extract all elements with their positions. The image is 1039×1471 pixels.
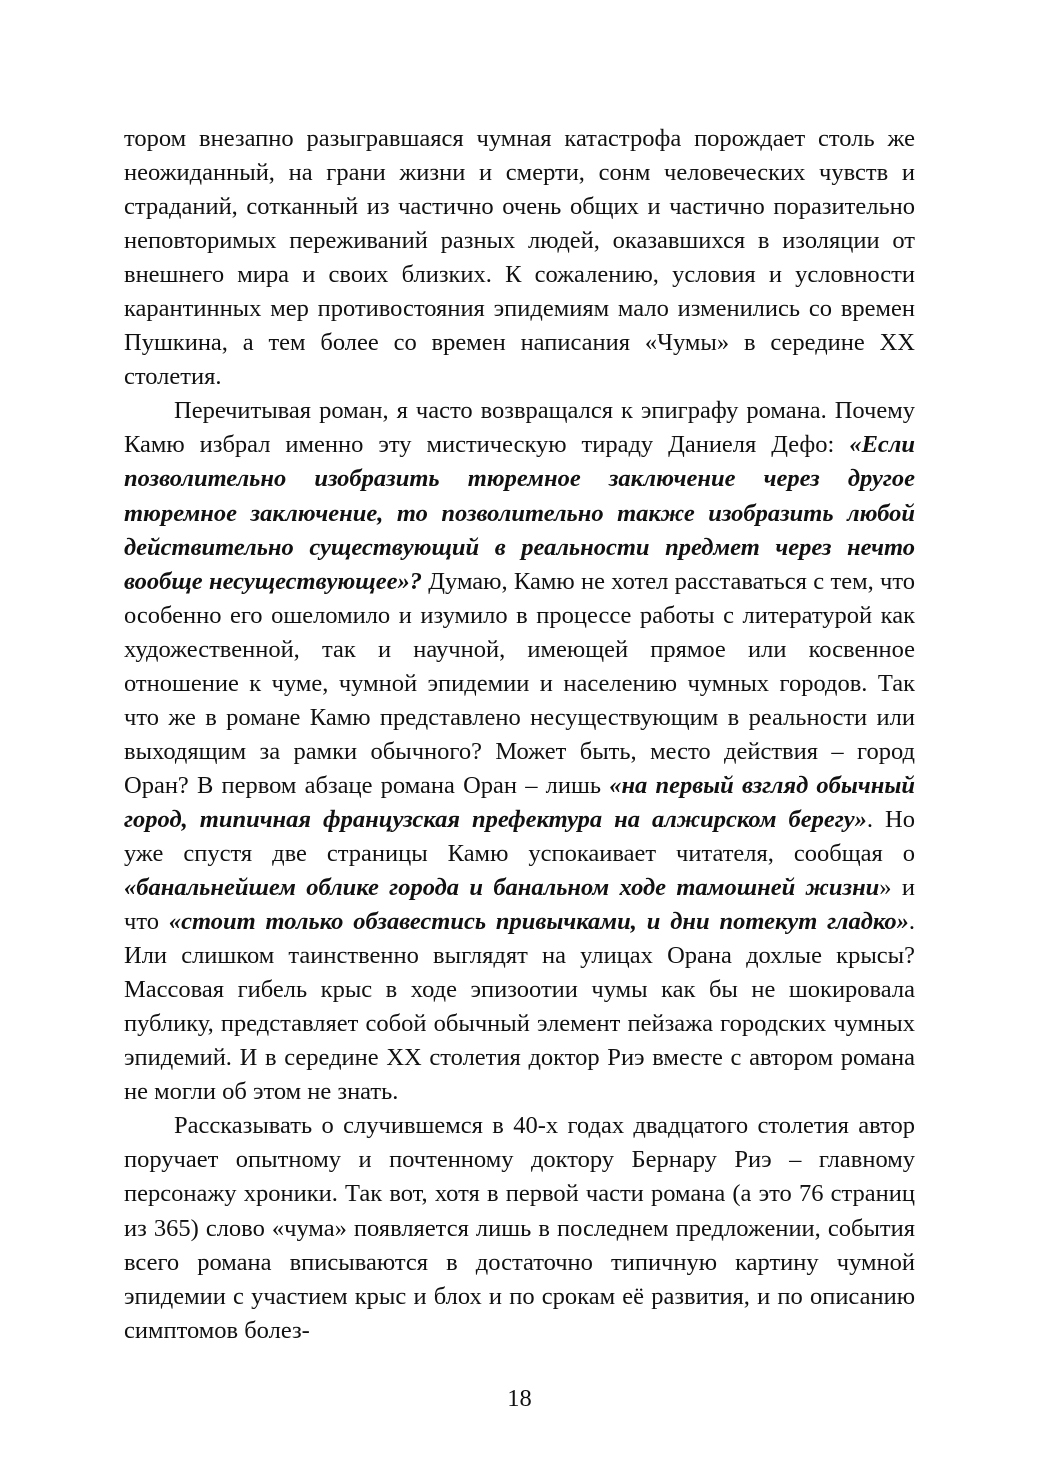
paragraph-2-text-2: Думаю, Камю не хотел расставаться с тем, что особенно его ошеломило и изумило в процессе работы с литературой как художественной, так и научной, имеющей прямое или косвенное отношение к чуме, чумной эпидемии и населению чумных городов. Так что же в романе Камю представлено несуществующим в реальности или выходящим за рамки обычного? Может быть, место действия – город Оран? В первом абзаце романа Оран – лишь: [124, 567, 915, 799]
paragraph-2-text-5: . Или слишком таинственно выглядят на улицах Орана дохлые крысы? Массовая гибель крыс в ходе эпизоотии чумы как бы не шокировала публику, представляет собой обычный элемент пейзажа городских чумных эпидемий. И в середине XX столетия доктор Риэ вместе с автором романа не могли об этом не знать.: [124, 908, 915, 1106]
paragraph-3: [124, 1109, 915, 1347]
page-number: 18: [507, 1385, 532, 1412]
paragraph-2-text-3: . Но уже спустя две страницы Камю успокаивает читателя, сообщая о: [124, 805, 915, 867]
defoe-epigraph-quote: «Если позволительно изобразить тюремное заключение через другое тюремное заключение, то позволительно также изобразить любой действительно существующий в реальности предмет через нечто вообще несуществующее»?: [124, 431, 915, 595]
oran-first-glance-quote: «на первый взгляд обычный город, типичная французская префектура на алжирском берегу»: [124, 771, 915, 833]
paragraph-3-text: Рассказывать о случившемся в 40-х годах двадцатого столетия автор поручает опытному и почтенному доктору Бернару Риэ – главному персонажу хроники. Так вот, хотя в первой части романа (а это 76 страниц из 365) слово «чума» появляется лишь в последнем предложении, события всего романа вписываются в достаточно типичную картину чумной эпидемии с участием крыс и блох и по срокам её развития, и по описанию симптомов болез-: [124, 1112, 915, 1344]
paragraph-2: [124, 394, 915, 1109]
page-body: [124, 122, 915, 1348]
paragraph-2-text-1: Перечитывая роман, я часто возвращался к эпиграфу романа. Почему Камю избрал именно эту мистическую тираду Даниеля Дефо:: [124, 397, 915, 459]
banal-city-quote: «банальнейшем облике города и банальном ходе тамошней жизни: [124, 874, 880, 902]
paragraph-1: [124, 122, 915, 394]
paragraph-1-text: тором внезапно разыгравшаяся чумная катастрофа порождает столь же неожиданный, на грани жизни и смерти, сонм человеческих чувств и страданий, сотканный из частично очень общих и частично поразительно неповторимых переживаний разных людей, оказавшихся в изоляции от внешнего мира и своих близких. К сожалению, условия и условности карантинных мер противостояния эпидемиям мало изменились со времен Пушкина, а тем более со времен написания «Чумы» в середине XX столетия.: [124, 125, 915, 391]
paragraph-2-text-4: » и что: [124, 874, 915, 936]
habits-quote: «стоит только обзавестись привычками, и дни потекут гладко»: [168, 908, 909, 936]
